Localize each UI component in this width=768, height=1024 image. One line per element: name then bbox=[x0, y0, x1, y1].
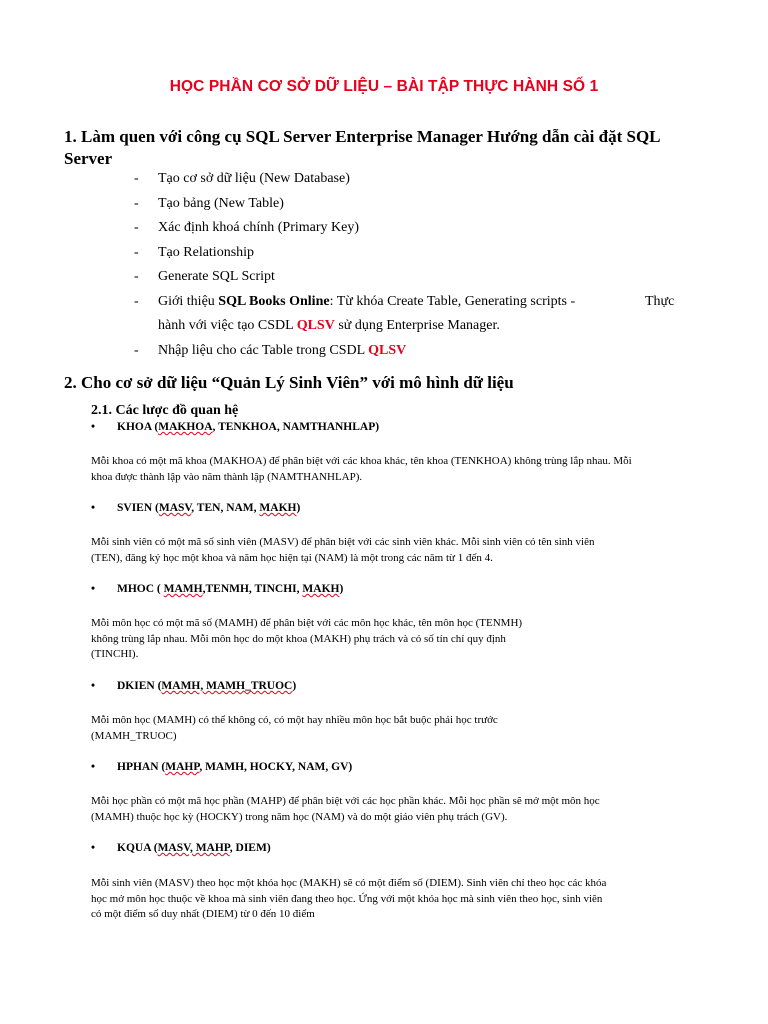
list-item: - Giới thiệu SQL Books Online: Từ khóa Create Table, Generating scripts - Thực hành với việc tạo CSDL QLSV sử dụng Enterprise Manager. bbox=[134, 293, 675, 333]
section-1-heading: 1. Làm quen với công cụ SQL Server Enterprise Manager Hướng dẫn cài đặt SQL Server bbox=[64, 127, 661, 168]
entity-mhoc: • MHOC ( MAMH,TENMH, TINCHI, MAKH) bbox=[91, 583, 344, 595]
list-item: - Tạo cơ sở dữ liệu (New Database) bbox=[134, 171, 350, 186]
entity-khoa: • KHOA (MAKHOA, TENKHOA, NAMTHANHLAP) bbox=[91, 421, 380, 433]
entity-mhoc-description: Mỗi môn học có một mã số (MAMH) để phân biệt với các môn học khác, tên môn học (TENMH) không trùng lắp nhau. Mỗi môn học do một khoa (MAKH) phụ trách và có số tín chỉ quy định (TINCHI). bbox=[91, 617, 523, 660]
list-item: - Generate SQL Script bbox=[134, 269, 275, 284]
list-item: - Nhập liệu cho các Table trong CSDL QLSV bbox=[134, 343, 407, 358]
entity-dkien-description: Mỗi môn học (MAMH) có thể không có, có một hay nhiều môn học bắt buộc phải học trước (MAMH_TRUOC) bbox=[91, 714, 498, 742]
entity-dkien: • DKIEN (MAMH, MAMH_TRUOC) bbox=[91, 680, 297, 692]
entity-hphan: • HPHAN (MAHP, MAMH, HOCKY, NAM, GV) bbox=[91, 761, 353, 773]
entity-kqua-description: Mỗi sinh viên (MASV) theo học một khóa học (MAKH) sẽ có một điểm số (DIEM). Sinh viên chỉ theo học các khóa học mở môn học thuộc về khoa mà sinh viên đang theo học. Ứng với một khóa học mà sinh viên theo học, sinh viên có một điểm số duy nhất (DIEM) từ 0 đến 10 điểm bbox=[91, 877, 607, 920]
entity-hphan-description: Mỗi học phần có một mã học phần (MAHP) để phân biệt với các học phần khác. Mỗi học phần sẽ mở một môn học (MAMH) thuộc học kỳ (HOCKY) trong năm học (NAM) và do một giáo viên phụ trách (GV). bbox=[91, 795, 600, 823]
entity-svien: • SVIEN (MASV, TEN, NAM, MAKH) bbox=[91, 502, 301, 514]
entity-svien-description: Mỗi sinh viên có một mã số sinh viên (MASV) để phân biệt với các sinh viên khác. Mỗi sinh viên có tên sinh viên (TEN), đăng ký học một khoa và năm học hiện tại (NAM) là một trong các năm từ 1 đến 4. bbox=[91, 536, 595, 564]
entity-kqua: • KQUA (MASV, MAHP, DIEM) bbox=[91, 842, 271, 854]
page-title: HỌC PHẦN CƠ SỞ DỮ LIỆU – BÀI TẬP THỰC HÀNH SỐ 1 bbox=[169, 78, 599, 95]
section-2-heading: 2. Cho cơ sở dữ liệu “Quản Lý Sinh Viên” với mô hình dữ liệu bbox=[64, 373, 514, 392]
section-1-list bbox=[134, 170, 714, 367]
list-item: - Tạo Relationship bbox=[134, 244, 255, 260]
subsection-heading: 2.1. Các lược đồ quan hệ bbox=[91, 403, 239, 418]
list-item: - Xác định khoá chính (Primary Key) bbox=[134, 220, 359, 235]
list-item: - Tạo bảng (New Table) bbox=[134, 195, 284, 211]
entity-khoa-description: Mỗi khoa có một mã khoa (MAKHOA) để phân biệt với các khoa khác, tên khoa (TENKHOA) không trùng lắp nhau. Mỗi khoa được thành lập vào năm thành lập (NAMTHANHLAP). bbox=[91, 455, 632, 483]
